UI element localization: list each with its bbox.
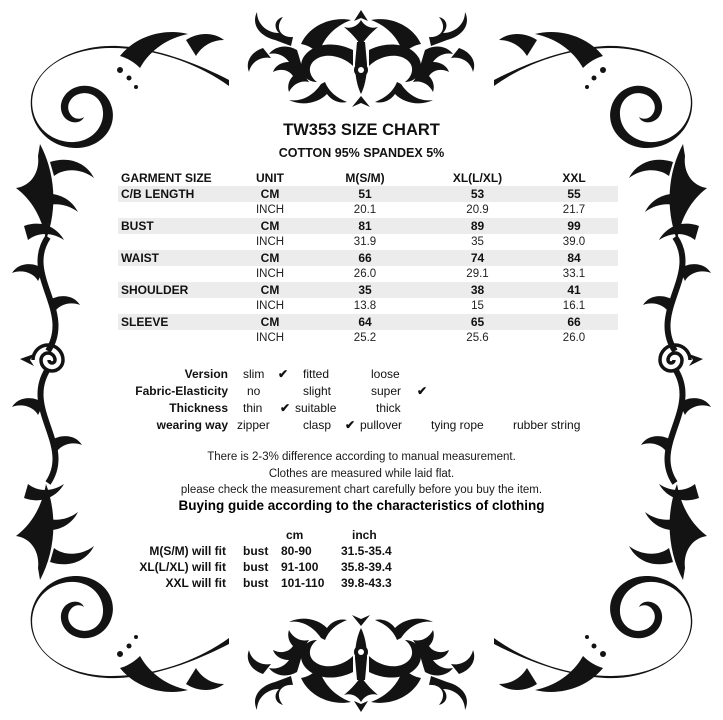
option-zipper: zipper (237, 418, 270, 432)
note-line-3: please check the measurement chart carefully before you buy the item. (180, 484, 543, 496)
value-xxl: 33.1 (562, 268, 586, 280)
check-icon: ✔ (345, 418, 356, 432)
unit-cell: INCH (255, 204, 285, 216)
option-loose: loose (371, 367, 400, 381)
fit-col-header-inch: inch (352, 528, 377, 542)
attribute-label-version: Version (184, 367, 228, 381)
fit-part: bust (243, 560, 269, 574)
header-size-m: M(S/M) (345, 171, 385, 185)
page-title: TW353 SIZE CHART (283, 121, 440, 139)
value-m: 64 (358, 315, 372, 329)
fit-row-label: M(S/M) will fit (149, 544, 226, 558)
value-xl: 74 (470, 251, 485, 265)
fit-inch-range: 31.5-35.4 (341, 544, 392, 558)
value-xl: 15 (471, 300, 484, 312)
option-fitted: fitted (303, 367, 330, 381)
option-tying-rope: tying rope (431, 418, 484, 432)
measure-label: SLEEVE (121, 315, 169, 329)
measure-label: C/B LENGTH (121, 187, 195, 201)
value-m: 31.9 (353, 236, 377, 248)
check-icon: ✔ (280, 401, 291, 415)
option-no: no (247, 384, 261, 398)
attribute-label-elasticity: Fabric-Elasticity (135, 384, 228, 398)
value-xxl: 99 (567, 219, 581, 233)
value-xl: 89 (470, 219, 485, 233)
option-slim: slim (243, 367, 265, 381)
value-m: 51 (358, 187, 372, 201)
fit-row-label: XL(L/XL) will fit (139, 560, 226, 574)
fit-row-label: XXL will fit (165, 576, 226, 590)
unit-cell: CM (260, 251, 280, 265)
fit-cm-range: 101-110 (281, 576, 325, 590)
value-xxl: 21.7 (562, 204, 586, 216)
header-garment-size: GARMENT SIZE (121, 171, 212, 185)
attribute-label-wearing-way: wearing way (156, 418, 228, 432)
value-m: 66 (358, 251, 372, 265)
fit-col-header-cm: cm (286, 528, 304, 542)
option-rubber-string: rubber string (513, 418, 581, 432)
fit-cm-range: 91-100 (281, 560, 319, 574)
buying-guide-heading: Buying guide according to the characteristics of clothing (178, 498, 545, 513)
unit-cell: CM (260, 187, 280, 201)
value-m: 35 (358, 283, 372, 297)
value-xl: 53 (470, 187, 485, 201)
measure-label: SHOULDER (121, 283, 189, 297)
value-xxl: 41 (567, 283, 581, 297)
check-icon: ✔ (417, 384, 428, 398)
option-thick: thick (376, 401, 401, 415)
attribute-label-thickness: Thickness (169, 401, 228, 415)
value-xl: 29.1 (466, 268, 489, 280)
option-clasp: clasp (303, 418, 332, 432)
check-icon: ✔ (278, 367, 289, 381)
unit-cell: INCH (255, 236, 285, 248)
value-xl: 20.9 (466, 204, 489, 216)
value-xl: 38 (470, 283, 485, 297)
note-line-2: Clothes are measured while laid flat. (268, 468, 455, 480)
unit-cell: CM (260, 219, 280, 233)
value-xxl: 84 (567, 251, 581, 265)
fabric-composition-subtitle: COTTON 95% SPANDEX 5% (278, 146, 445, 160)
value-m: 26.0 (353, 268, 377, 280)
header-unit: UNIT (256, 171, 284, 185)
value-m: 13.8 (353, 300, 377, 312)
value-xxl: 55 (567, 187, 581, 201)
fit-cm-range: 80-90 (281, 544, 312, 558)
measure-label: BUST (121, 219, 154, 233)
unit-cell: INCH (255, 300, 285, 312)
fit-inch-range: 35.8-39.4 (341, 560, 392, 574)
value-xxl: 66 (567, 315, 581, 329)
unit-cell: CM (260, 283, 280, 297)
unit-cell: INCH (255, 332, 285, 344)
fit-part: bust (243, 576, 269, 590)
value-xl: 25.6 (466, 332, 489, 344)
fit-part: bust (243, 544, 269, 558)
value-m: 25.2 (353, 332, 377, 344)
unit-cell: INCH (255, 268, 285, 280)
unit-cell: CM (260, 315, 280, 329)
value-xxl: 16.1 (562, 300, 586, 312)
option-pullover: pullover (360, 418, 403, 432)
value-xxl: 26.0 (562, 332, 586, 344)
header-size-xxl: XXL (562, 171, 586, 185)
value-xl: 35 (471, 236, 484, 248)
note-line-1: There is 2-3% difference according to manual measurement. (207, 451, 516, 463)
fit-inch-range: 39.8-43.3 (341, 576, 392, 590)
value-m: 81 (358, 219, 372, 233)
option-slight: slight (303, 384, 332, 398)
option-thin: thin (243, 401, 263, 415)
measure-label: WAIST (121, 251, 159, 265)
option-super: super (371, 384, 402, 398)
header-size-xl: XL(L/XL) (452, 171, 503, 185)
option-suitable: suitable (295, 401, 337, 415)
value-xl: 65 (470, 315, 485, 329)
value-xxl: 39.0 (562, 236, 586, 248)
value-m: 20.1 (353, 204, 377, 216)
